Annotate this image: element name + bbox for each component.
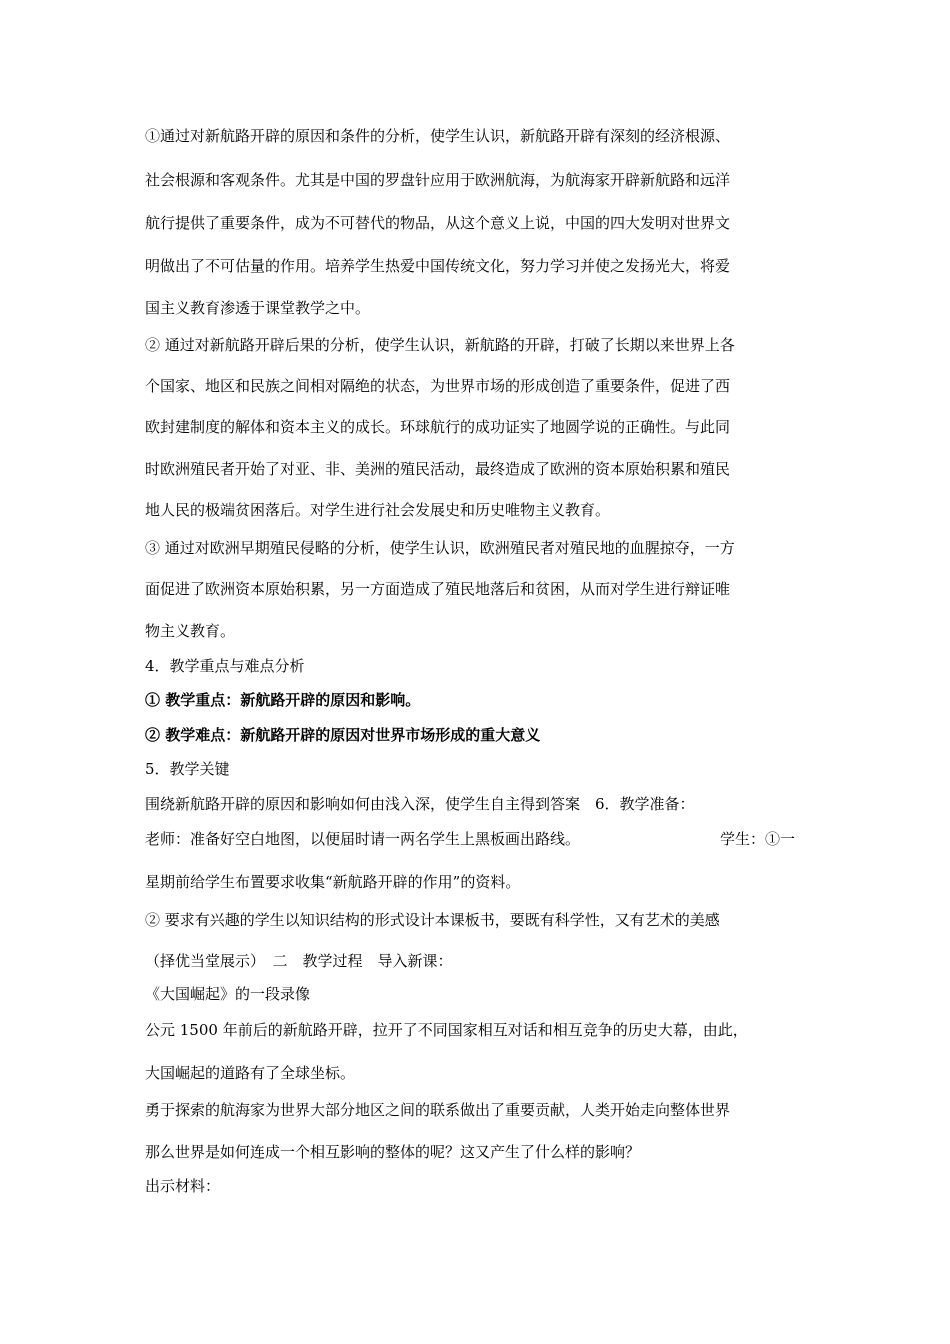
paragraph-line: 明做出了不可估量的作用。培养学生热爱中国传统文化，努力学习并使之发扬光大，将爱: [145, 257, 731, 275]
paragraph-line: 大国崛起的道路有了全球坐标。: [145, 1064, 356, 1082]
paragraph-line: 地人民的极端贫困落后。对学生进行社会发展史和历史唯物主义教育。: [145, 501, 611, 519]
paragraph-line: 航行提供了重要条件，成为不可替代的物品，从这个意义上说，中国的四大发明对世界文: [145, 214, 731, 232]
paragraph-line: 那么世界是如何连成一个相互影响的整体的呢？这又产生了什么样的影响？: [145, 1143, 641, 1161]
key-point: ① 教学重点：新航路开辟的原因和影响。: [145, 691, 421, 709]
paragraph-line: 个国家、地区和民族之间相对隔绝的状态，为世界市场的形成创造了重要条件，促进了西: [145, 377, 731, 395]
paragraph-line: 老师：准备好空白地图，以便届时请一两名学生上黑板画出路线。: [145, 830, 581, 848]
paragraph-line: 面促进了欧洲资本原始积累，另一方面造成了殖民地落后和贫困，从而对学生进行辩证唯: [145, 580, 731, 598]
paragraph-line: 社会根源和客观条件。尤其是中国的罗盘针应用于欧洲航海，为航海家开辟新航路和远洋: [145, 171, 731, 189]
paragraph-line: 国主义教育渗透于课堂教学之中。: [145, 299, 371, 317]
paragraph-line: 星期前给学生布置要求收集“新航路开辟的作用”的资料。: [145, 873, 521, 891]
paragraph-line: 欧封建制度的解体和资本主义的成长。环球航行的成功证实了地圆学说的正确性。与此同: [145, 418, 731, 436]
paragraph-line: 公元 1500 年前后的新航路开辟，拉开了不同国家相互对话和相互竞争的历史大幕，由此，: [145, 1021, 748, 1039]
section-heading: 5．教学关键: [145, 760, 230, 778]
paragraph-line: 《大国崛起》的一段录像: [145, 985, 311, 1003]
paragraph-line: （择优当堂展示） 二 教学过程 导入新课：: [145, 952, 453, 970]
paragraph-line: 物主义教育。: [145, 622, 236, 640]
paragraph-line-right: 学生：①一: [720, 830, 796, 848]
paragraph-line: ①通过对新航路开辟的原因和条件的分析，使学生认识，新航路开辟有深刻的经济根源、: [145, 127, 731, 145]
paragraph-line: 时欧洲殖民者开始了对亚、非、美洲的殖民活动，最终造成了欧洲的资本原始积累和殖民: [145, 460, 731, 478]
paragraph-line: ③ 通过对欧洲早期殖民侵略的分析，使学生认识，欧洲殖民者对殖民地的血腥掠夺，一方: [145, 539, 735, 557]
paragraph-line: ② 通过对新航路开辟后果的分析，使学生认识，新航路的开辟，打破了长期以来世界上各: [145, 336, 735, 354]
paragraph-line: 出示材料：: [145, 1177, 221, 1195]
paragraph-line: 勇于探索的航海家为世界大部分地区之间的联系做出了重要贡献，人类开始走向整体世界: [145, 1101, 731, 1119]
paragraph-line: 围绕新航路开辟的原因和影响如何由浅入深，使学生自主得到答案 6．教学准备：: [145, 795, 695, 813]
paragraph-line: ② 要求有兴趣的学生以知识结构的形式设计本课板书，要既有科学性，又有艺术的美感: [145, 911, 720, 929]
difficult-point: ② 教学难点：新航路开辟的原因对世界市场形成的重大意义: [145, 726, 541, 744]
section-heading: 4．教学重点与难点分析: [145, 657, 305, 675]
